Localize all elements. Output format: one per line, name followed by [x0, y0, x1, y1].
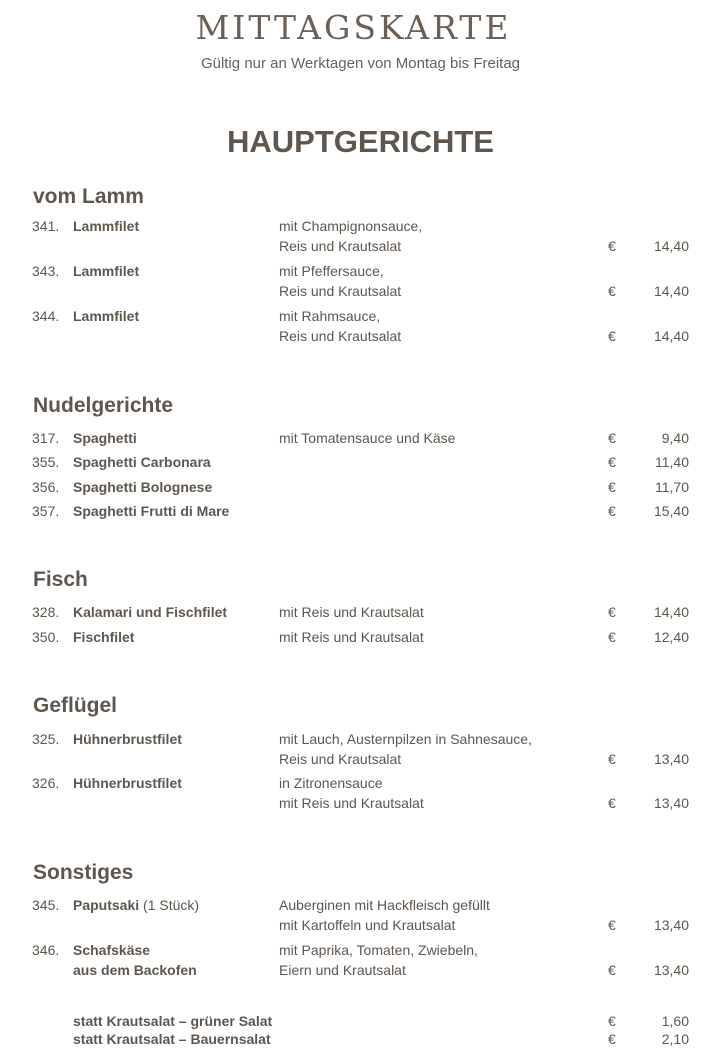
- menu-item: [0, 773, 707, 813]
- item-name: Spaghetti Carbonara: [73, 454, 211, 470]
- item-description: mit Pfeffersauce, Reis und Krautsalat: [279, 263, 402, 299]
- item-name-text: Paputsaki: [73, 897, 140, 913]
- menu-item: [0, 452, 707, 472]
- menu-item: [0, 895, 707, 935]
- currency-symbol: €: [608, 430, 616, 446]
- item-number: 343.: [32, 263, 60, 279]
- item-number: 357.: [32, 503, 60, 519]
- item-price: 11,70: [655, 479, 689, 495]
- currency-symbol: €: [608, 328, 616, 344]
- menu-item: [0, 501, 707, 521]
- item-name: Hühnerbrustfilet: [73, 731, 182, 747]
- currency-symbol: €: [608, 962, 616, 978]
- item-number: 346.: [32, 942, 60, 958]
- section-heading-sonstiges: Sonstiges: [33, 861, 134, 884]
- item-number: 326.: [32, 775, 60, 791]
- item-number: 328.: [32, 604, 60, 620]
- item-price: 13,40: [653, 962, 689, 978]
- menu-item: [0, 216, 707, 256]
- item-price: 11,40: [655, 454, 689, 470]
- currency-symbol: €: [608, 503, 616, 519]
- currency-symbol: €: [608, 479, 616, 495]
- item-description: mit Rahmsauce, Reis und Krautsalat: [279, 308, 402, 344]
- menu-item: [0, 261, 707, 301]
- menu-item: [0, 729, 707, 769]
- currency-symbol: €: [608, 283, 616, 299]
- extra-item: [0, 1031, 707, 1048]
- item-description: mit Lauch, Austernpilzen in Sahnesauce, Reis und Krautsalat: [279, 731, 532, 767]
- section-heading-fisch: Fisch: [33, 568, 88, 591]
- currency-symbol: €: [608, 751, 616, 767]
- item-description: in Zitronensauce mit Reis und Krautsalat: [279, 775, 424, 811]
- item-number: 356.: [32, 479, 60, 495]
- main-heading: HAUPTGERICHTE: [227, 124, 494, 159]
- item-name: [73, 895, 199, 915]
- item-description: mit Paprika, Tomaten, Zwiebeln, Eiern und Krautsalat: [279, 942, 478, 978]
- currency-symbol: €: [608, 629, 616, 645]
- section-heading-lamm: vom Lamm: [33, 185, 144, 208]
- item-price: 12,40: [653, 629, 689, 645]
- item-price: 13,40: [653, 917, 689, 933]
- item-number: 345.: [32, 897, 60, 913]
- currency-symbol: €: [608, 454, 616, 470]
- item-price: 14,40: [653, 283, 689, 299]
- item-number: 341.: [32, 218, 60, 234]
- extra-name: statt Krautsalat – grüner Salat: [73, 1013, 273, 1029]
- menu-item: [0, 428, 707, 448]
- item-number: 325.: [32, 731, 60, 747]
- menu-item: [0, 477, 707, 497]
- section-heading-nudelgerichte: Nudelgerichte: [33, 394, 174, 417]
- item-price: 15,40: [653, 503, 689, 519]
- item-description: Auberginen mit Hackfleisch gefüllt mit Kartoffeln und Krautsalat: [279, 897, 490, 933]
- item-price: 13,40: [653, 751, 689, 767]
- item-name: Lammfilet: [73, 218, 140, 234]
- item-name: Kalamari und Fischfilet: [73, 604, 228, 620]
- item-name: Spaghetti: [73, 430, 137, 446]
- item-price: 9,40: [661, 430, 689, 446]
- item-price: 13,40: [653, 795, 689, 811]
- item-name: Fischfilet: [73, 629, 135, 645]
- item-description: mit Champignonsauce, Reis und Krautsalat: [279, 218, 423, 254]
- currency-symbol: €: [608, 1031, 616, 1047]
- item-name: Lammfilet: [73, 308, 140, 324]
- item-price: 14,40: [653, 604, 689, 620]
- section-heading-gefluegel: Geflügel: [33, 694, 118, 717]
- item-note: (1 Stück): [139, 897, 200, 913]
- menu-item: [0, 306, 707, 346]
- item-description: mit Reis und Krautsalat: [279, 629, 424, 645]
- extra-price: 1,60: [661, 1013, 689, 1029]
- currency-symbol: €: [608, 604, 616, 620]
- currency-symbol: €: [608, 1013, 616, 1029]
- menu-subtitle: Gültig nur an Werktagen von Montag bis Freitag: [200, 55, 521, 72]
- item-description: mit Reis und Krautsalat: [279, 604, 424, 620]
- extra-price: 2,10: [661, 1031, 689, 1047]
- extra-name: statt Krautsalat – Bauernsalat: [73, 1031, 271, 1047]
- item-name: Spaghetti Frutti di Mare: [73, 503, 230, 519]
- item-number: 355.: [32, 454, 60, 470]
- extra-item: [0, 1013, 707, 1030]
- menu-title: MITTAGSKARTE: [195, 8, 512, 47]
- menu-item: [0, 602, 707, 622]
- currency-symbol: €: [608, 795, 616, 811]
- item-name: Schafskäse aus dem Backofen: [73, 942, 197, 978]
- currency-symbol: €: [608, 917, 616, 933]
- item-description: mit Tomatensauce und Käse: [279, 430, 456, 446]
- item-number: 350.: [32, 629, 60, 645]
- menu-item: [0, 627, 707, 647]
- item-name: Spaghetti Bolognese: [73, 479, 213, 495]
- item-price: 14,40: [653, 328, 689, 344]
- menu-item: [0, 940, 707, 980]
- item-name: Hühnerbrustfilet: [73, 775, 182, 791]
- item-name: Lammfilet: [73, 263, 140, 279]
- currency-symbol: €: [608, 238, 616, 254]
- item-price: 14,40: [653, 238, 689, 254]
- item-number: 344.: [32, 308, 60, 324]
- item-number: 317.: [32, 430, 60, 446]
